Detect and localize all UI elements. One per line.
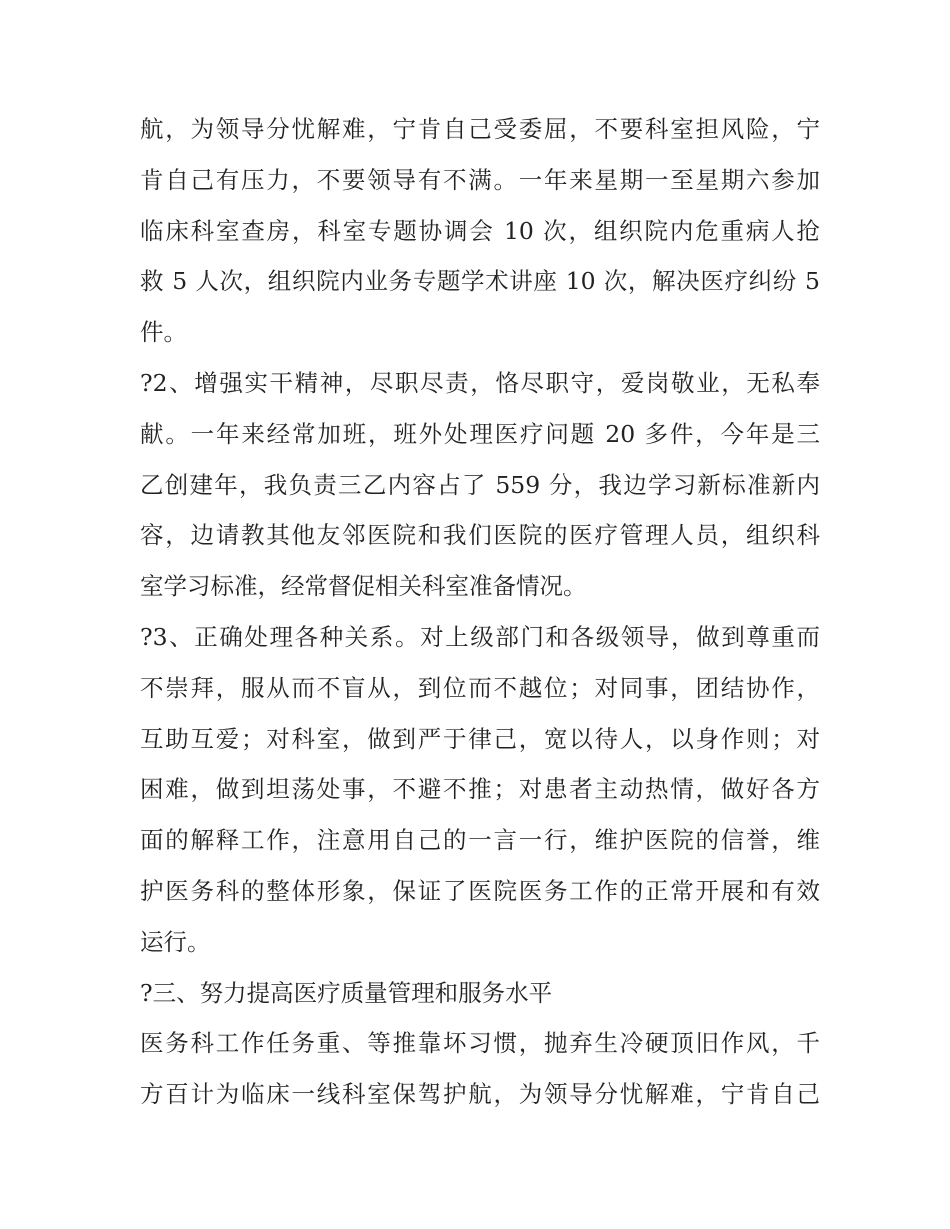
text-line-5: 件。 — [140, 318, 187, 347]
document-body — [140, 104, 820, 1120]
text-line-9: 容，边请教其他友邻医院和我们医院的医疗管理人员，组织科 — [140, 521, 820, 550]
text-line-4: 救 5 人次，组织院内业务专题学术讲座 10 次，解决医疗纠纷 5 — [140, 267, 820, 296]
text-line-8: 乙创建年，我负责三乙内容占了 559 分，我边学习新标准新内 — [140, 470, 820, 499]
text-line-7: 献。一年来经常加班，班外处理医疗问题 20 多件，今年是三 — [140, 419, 820, 448]
text-line-20: 方百计为临床一线科室保驾护航，为领导分忧解难，宁肯自己 — [140, 1080, 820, 1109]
text-line-19: 医务科工作任务重、等推靠坏习惯，抛弃生冷硬顶旧作风，千 — [140, 1029, 820, 1058]
text-line-14: 困难，做到坦荡处事，不避不推；对患者主动热情，做好各方 — [140, 775, 820, 804]
text-line-15: 面的解释工作，注意用自己的一言一行，维护医院的信誉，维 — [140, 826, 820, 855]
text-line-11: ?3、正确处理各种关系。对上级部门和各级领导，做到尊重而 — [140, 622, 820, 651]
text-line-3: 临床科室查房，科室专题协调会 10 次，组织院内危重病人抢 — [140, 216, 820, 245]
text-line-16: 护医务科的整体形象，保证了医院医务工作的正常开展和有效 — [140, 876, 820, 905]
text-line-18: ?三、努力提高医疗质量管理和服务水平 — [140, 978, 553, 1007]
text-line-13: 互助互爱；对科室，做到严于律己，宽以待人，以身作则；对 — [140, 724, 820, 753]
text-line-1: 航，为领导分忧解难，宁肯自己受委屈，不要科室担风险，宁 — [140, 115, 820, 143]
text-line-10: 室学习标准，经常督促相关科室准备情况。 — [140, 572, 587, 601]
text-line-6: ?2、增强实干精神，尽职尽责，恪尽职守，爱岗敬业，无私奉 — [140, 368, 820, 397]
text-line-2: 肯自己有压力，不要领导有不满。一年来星期一至星期六参加 — [140, 165, 820, 194]
text-line-17: 运行。 — [140, 927, 211, 956]
text-line-12: 不崇拜，服从而不盲从，到位而不越位；对同事，团结协作， — [140, 673, 820, 702]
